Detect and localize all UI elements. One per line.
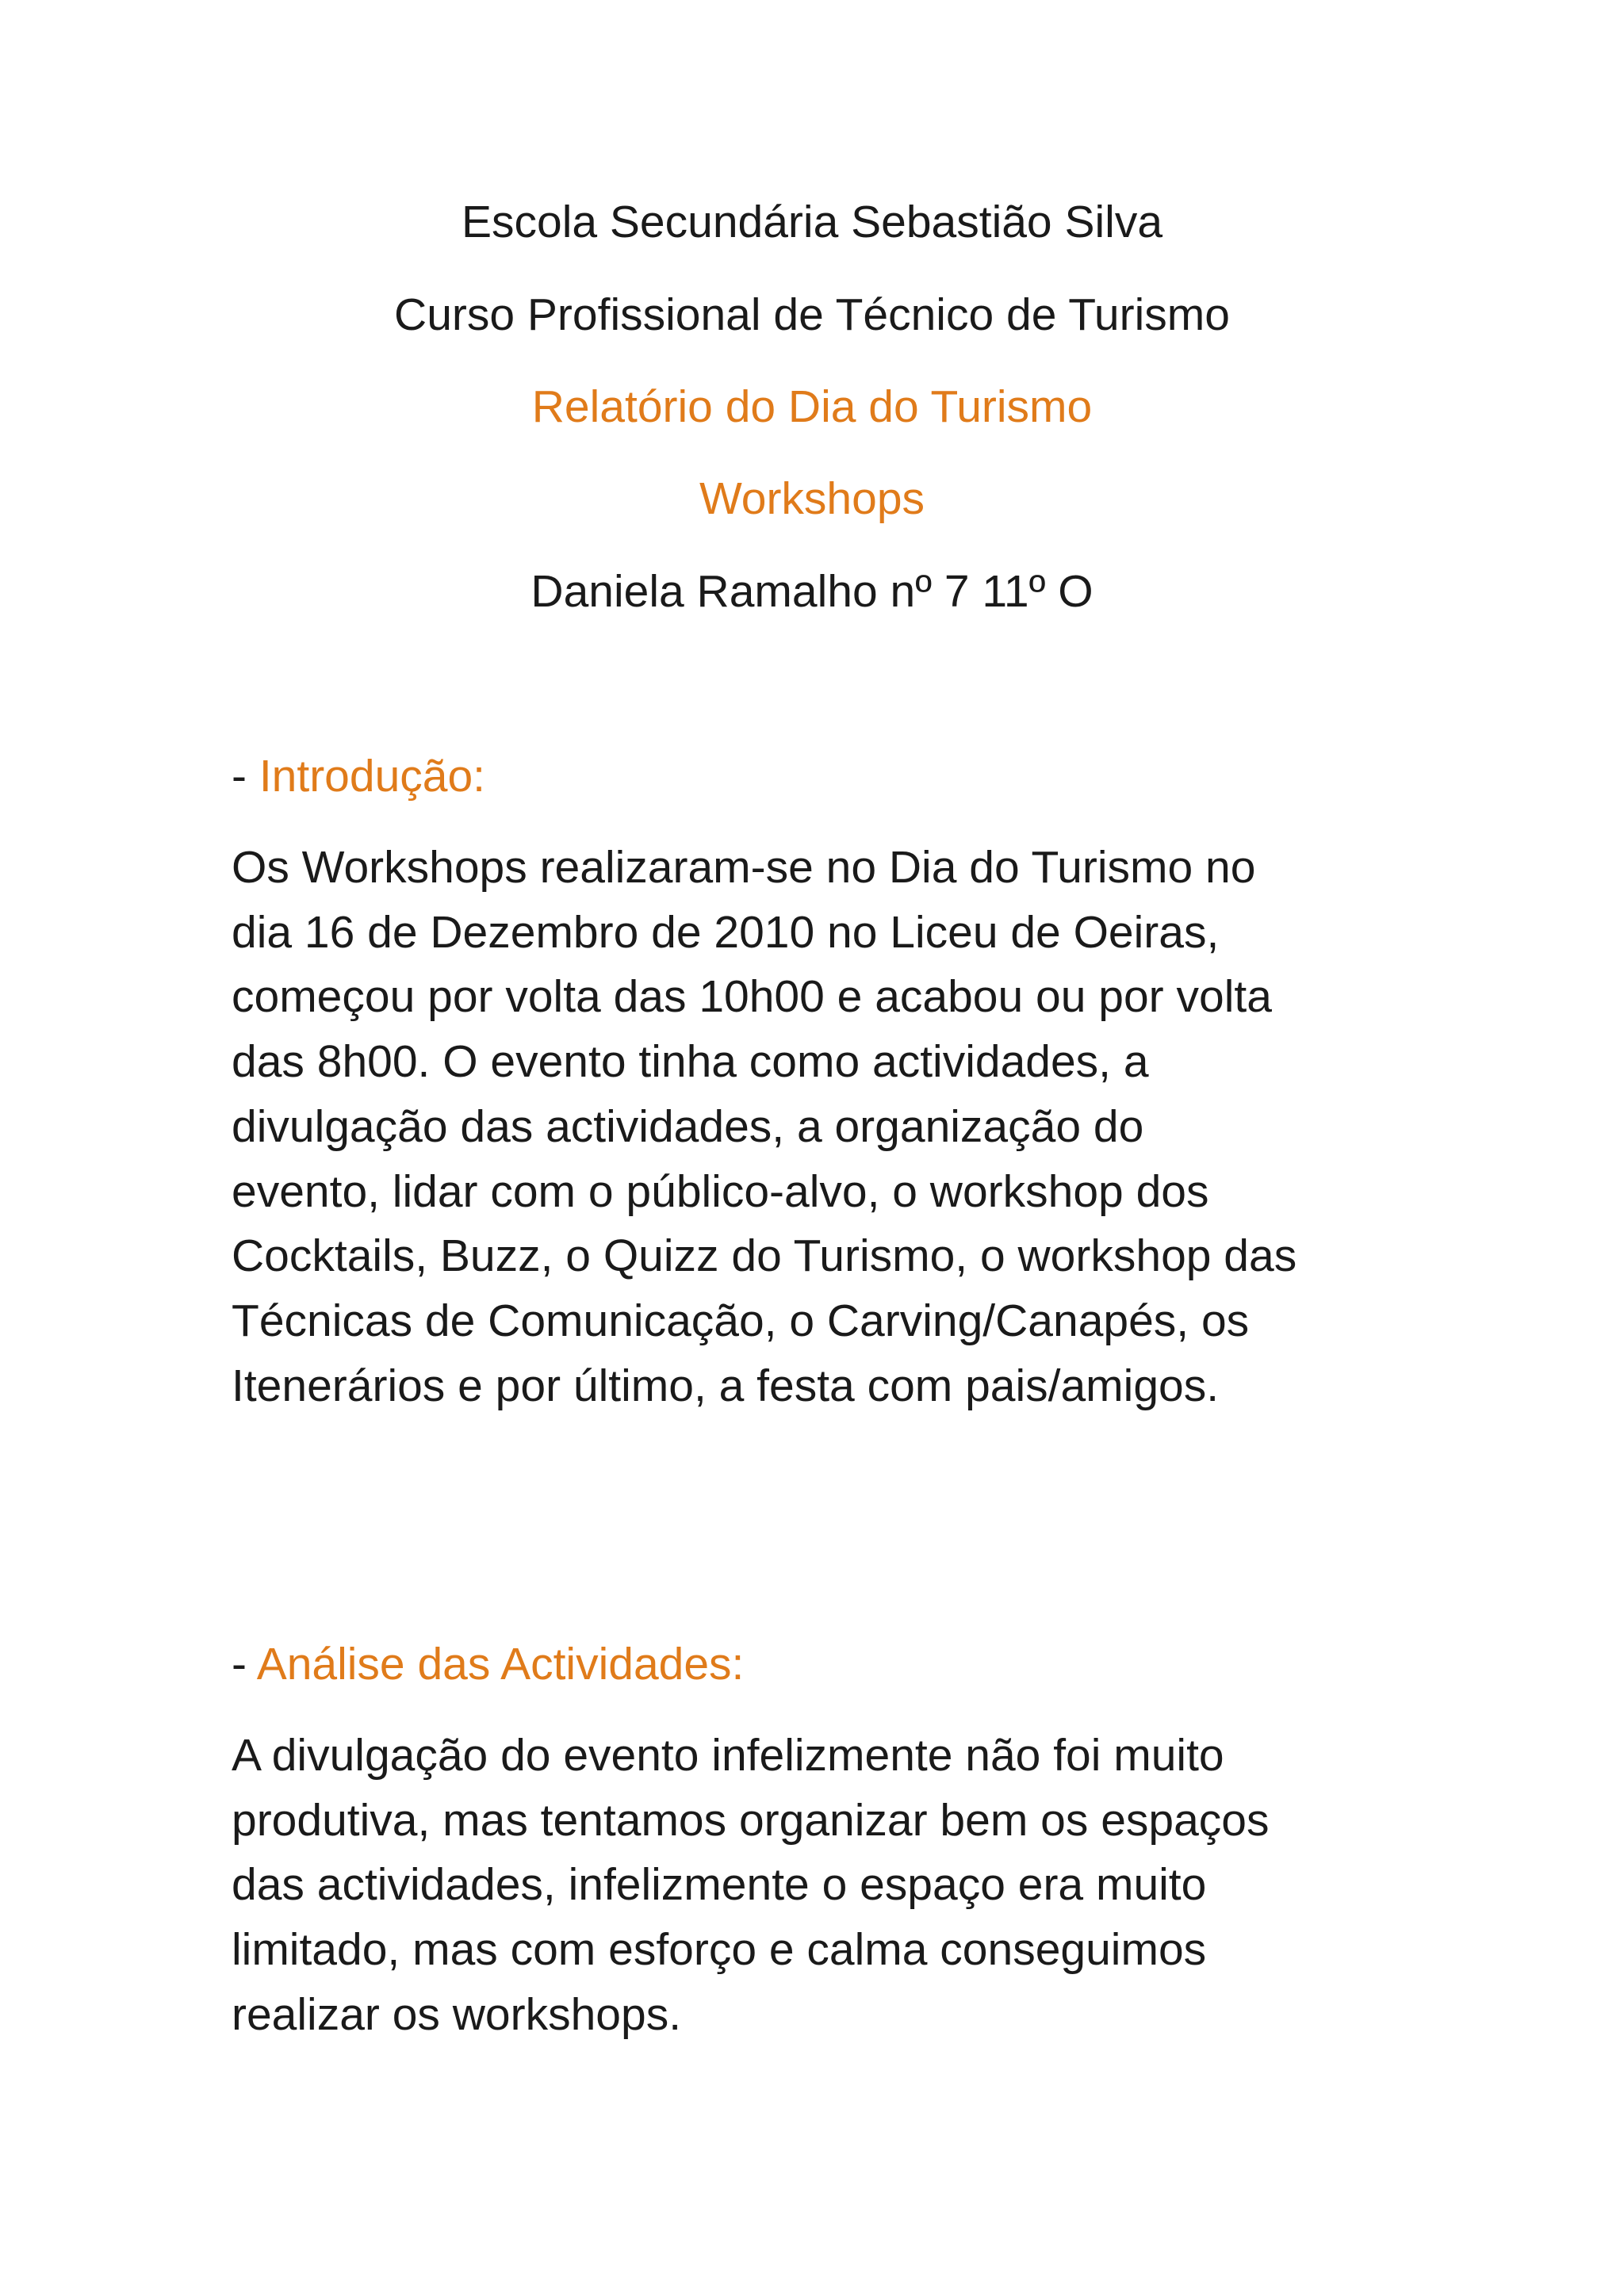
paragraph-line: A divulgação do evento infelizmente não foi muito [232,1730,1224,1781]
section-dash: - [232,751,259,802]
paragraph-line: Os Workshops realizaram-se no Dia do Turismo no [232,842,1256,893]
paragraph-line: dia 16 de Dezembro de 2010 no Liceu de Oeiras, [232,906,1220,958]
report-title: Relatório do Dia do Turismo [531,381,1093,432]
paragraph-line: Cocktails, Buzz, o Quizz do Turismo, o workshop das [232,1230,1297,1282]
paragraph-line: realizar os workshops. [232,1988,682,2040]
paragraph-line: Itenerários e por último, a festa com pais/amigos. [232,1360,1220,1411]
paragraph-line: das actividades, infelizmente o espaço era muito [232,1859,1207,1911]
paragraph-line: das 8h00. O evento tinha como actividades, a [232,1036,1149,1088]
paragraph-line: evento, lidar com o público-alvo, o workshop dos [232,1165,1209,1217]
report-subtitle: Workshops [699,473,925,524]
section-title: Introdução: [259,751,486,802]
section-title: Análise das Actividades: [256,1639,745,1689]
paragraph-line: Técnicas de Comunicação, o Carving/Canapés, os [232,1295,1250,1346]
section-heading-introducao [232,748,485,804]
course-name: Curso Profissional de Técnico de Turismo [394,289,1230,340]
paragraph-line: produtiva, mas tentamos organizar bem os espaços [232,1794,1270,1846]
paragraph-line: limitado, mas com esforço e calma conseguimos [232,1924,1207,1976]
school-name: Escola Secundária Sebastião Silva [461,197,1163,247]
paragraph-line: começou por volta das 10h00 e acabou ou por volta [232,971,1272,1023]
author-line: Daniela Ramalho nº 7 11º O [530,566,1094,617]
paragraph-line: divulgação das actividades, a organização do [232,1100,1144,1152]
paragraph-introducao [232,836,1421,1418]
paragraph-analise [232,1724,1421,2048]
section-dash: - [232,1639,257,1689]
section-heading-analise [232,1636,744,1692]
